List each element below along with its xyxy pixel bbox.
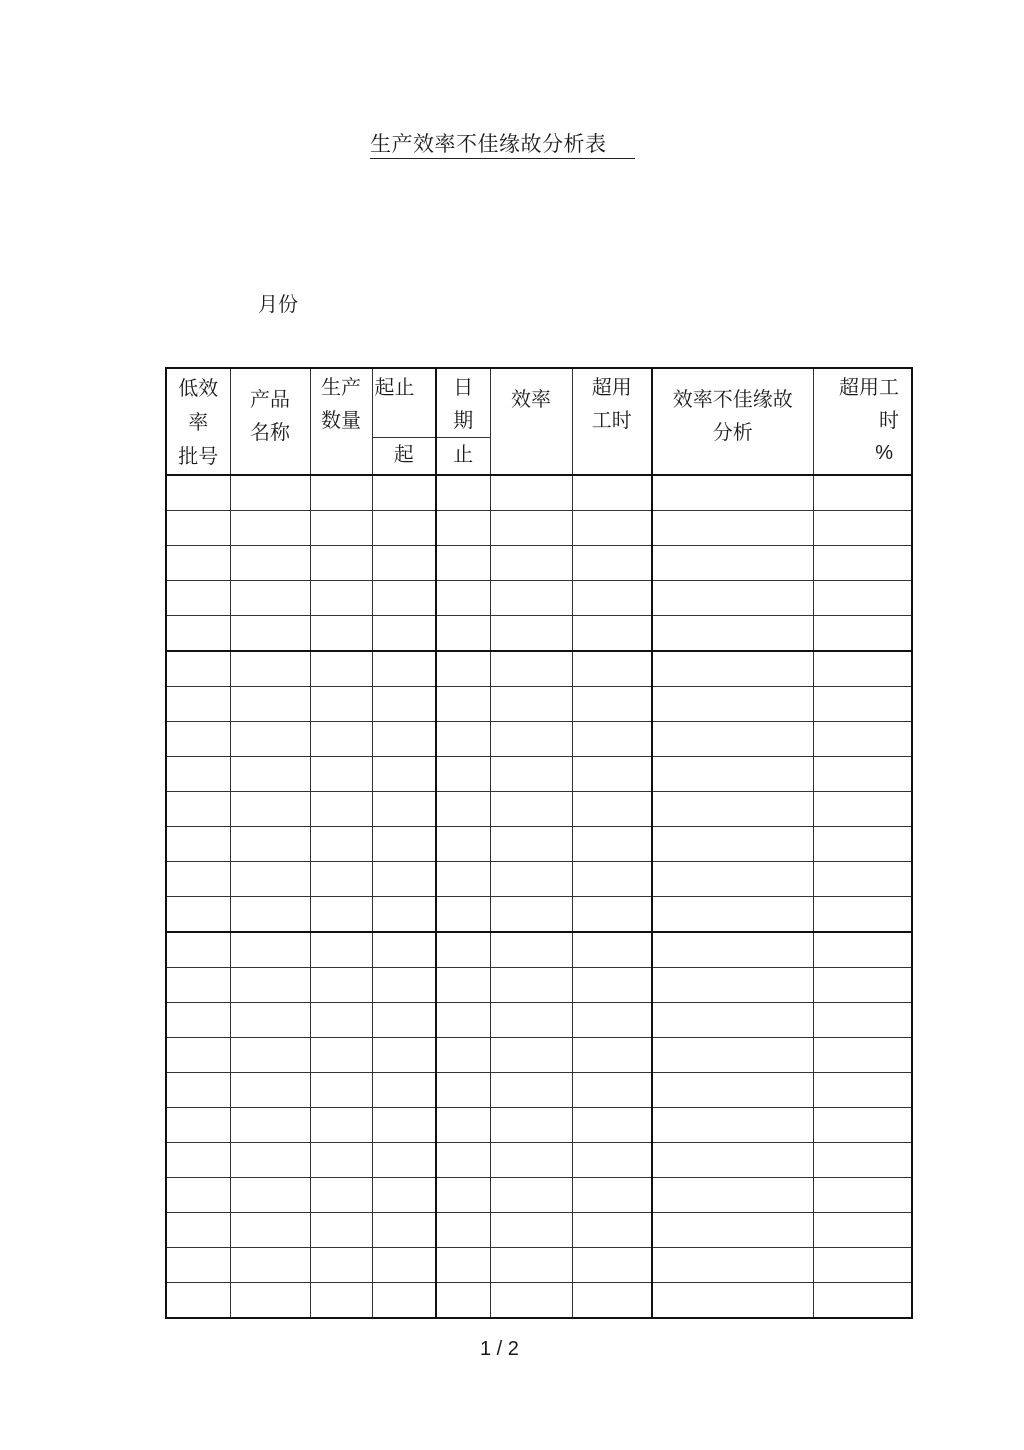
table-cell[interactable] [813, 687, 912, 722]
table-cell[interactable] [490, 1283, 572, 1319]
table-row [166, 862, 912, 897]
table-cell[interactable] [652, 1038, 813, 1073]
table-cell[interactable] [310, 1108, 372, 1143]
table-cell[interactable] [490, 1248, 572, 1283]
table-cell[interactable] [166, 687, 230, 722]
table-cell[interactable] [813, 616, 912, 652]
table-cell[interactable] [436, 1283, 490, 1319]
table-cell[interactable] [230, 1283, 310, 1319]
table-cell[interactable] [652, 862, 813, 897]
table-cell[interactable] [436, 475, 490, 511]
table-cell[interactable] [652, 932, 813, 968]
table-cell[interactable] [813, 1248, 912, 1283]
table-row [166, 1003, 912, 1038]
header-start-cell [372, 438, 436, 476]
table-cell[interactable] [372, 1248, 436, 1283]
table-cell[interactable] [813, 546, 912, 581]
header-reason-analysis-cell [652, 368, 813, 475]
table-cell[interactable] [813, 511, 912, 546]
table-cell[interactable] [310, 1073, 372, 1108]
table-cell[interactable] [490, 1143, 572, 1178]
table-row [166, 897, 912, 933]
table-row [166, 1073, 912, 1108]
header-end-label: 止 [453, 442, 474, 466]
table-cell[interactable] [572, 687, 652, 722]
table-cell[interactable] [490, 792, 572, 827]
table-cell[interactable] [372, 546, 436, 581]
table-cell[interactable] [166, 722, 230, 757]
table-cell[interactable] [230, 1003, 310, 1038]
table-cell[interactable] [166, 862, 230, 897]
table-row [166, 1213, 912, 1248]
table-cell[interactable] [230, 1143, 310, 1178]
table-cell[interactable] [652, 581, 813, 616]
table-row [166, 1283, 912, 1319]
table-cell[interactable] [813, 1178, 912, 1213]
table-cell[interactable] [652, 722, 813, 757]
table-cell[interactable] [436, 1213, 490, 1248]
table-cell[interactable] [813, 722, 912, 757]
table-cell[interactable] [230, 651, 310, 687]
table-cell[interactable] [230, 1108, 310, 1143]
month-label: 月份 [258, 292, 298, 316]
table-cell[interactable] [490, 1073, 572, 1108]
table-cell[interactable] [166, 1038, 230, 1073]
table-cell[interactable] [372, 1213, 436, 1248]
table-cell[interactable] [310, 616, 372, 652]
table-cell[interactable] [310, 651, 372, 687]
table-cell[interactable] [166, 1283, 230, 1319]
table-cell[interactable] [230, 1038, 310, 1073]
header-batch-cell [166, 368, 230, 475]
table-cell[interactable] [372, 581, 436, 616]
table-cell[interactable] [310, 932, 372, 968]
table-cell[interactable] [310, 687, 372, 722]
table-cell[interactable] [813, 1108, 912, 1143]
table-cell[interactable] [436, 722, 490, 757]
table-cell[interactable] [572, 1213, 652, 1248]
table-cell[interactable] [372, 932, 436, 968]
table-cell[interactable] [652, 1143, 813, 1178]
table-row [166, 1143, 912, 1178]
table-cell[interactable] [372, 722, 436, 757]
table-cell[interactable] [372, 1108, 436, 1143]
table-cell[interactable] [310, 897, 372, 933]
table-cell[interactable] [572, 827, 652, 862]
header-date-cell [436, 368, 490, 438]
table-cell[interactable] [166, 651, 230, 687]
table-cell[interactable] [166, 757, 230, 792]
table-cell[interactable] [230, 757, 310, 792]
table-cell[interactable] [490, 581, 572, 616]
header-end-cell [436, 438, 490, 476]
table-cell[interactable] [652, 792, 813, 827]
table-cell[interactable] [490, 475, 572, 511]
document-title: 生产效率不佳缘故分析表 [370, 130, 635, 159]
table-cell[interactable] [372, 1143, 436, 1178]
table-cell[interactable] [572, 1178, 652, 1213]
table-row [166, 616, 912, 652]
table-cell[interactable] [372, 1038, 436, 1073]
table-cell[interactable] [166, 827, 230, 862]
table-cell[interactable] [436, 1248, 490, 1283]
table-cell[interactable] [230, 862, 310, 897]
header-start-label: 起 [393, 442, 414, 466]
table-cell[interactable] [310, 1003, 372, 1038]
table-cell[interactable] [572, 968, 652, 1003]
table-cell[interactable] [230, 792, 310, 827]
table-cell[interactable] [166, 475, 230, 511]
table-cell[interactable] [166, 581, 230, 616]
table-cell[interactable] [490, 651, 572, 687]
table-cell[interactable] [436, 511, 490, 546]
table-cell[interactable] [372, 651, 436, 687]
table-cell[interactable] [230, 1178, 310, 1213]
table-cell[interactable] [230, 968, 310, 1003]
table-cell[interactable] [490, 546, 572, 581]
table-cell[interactable] [490, 827, 572, 862]
table-cell[interactable] [310, 511, 372, 546]
table-cell[interactable] [166, 1073, 230, 1108]
table-cell[interactable] [166, 1213, 230, 1248]
table-cell[interactable] [310, 1248, 372, 1283]
table-cell[interactable] [490, 932, 572, 968]
header-efficiency-cell [490, 368, 572, 475]
table-cell[interactable] [166, 1003, 230, 1038]
table-cell[interactable] [310, 968, 372, 1003]
table-cell[interactable] [813, 897, 912, 933]
table-cell[interactable] [572, 475, 652, 511]
table-cell[interactable] [372, 511, 436, 546]
table-cell[interactable] [310, 1178, 372, 1213]
table-row [166, 581, 912, 616]
table-cell[interactable] [372, 687, 436, 722]
table-cell[interactable] [230, 581, 310, 616]
header-start-end-cell [372, 368, 436, 438]
table-cell[interactable] [572, 932, 652, 968]
table-cell[interactable] [372, 897, 436, 933]
table-cell[interactable] [230, 897, 310, 933]
header-reason-analysis-label: 效率不佳缘故 分析 [672, 387, 793, 444]
table-cell[interactable] [490, 1108, 572, 1143]
table-cell[interactable] [230, 1213, 310, 1248]
table-cell[interactable] [652, 687, 813, 722]
header-product-name-label: 产品 名称 [250, 387, 290, 444]
table-row [166, 722, 912, 757]
table-cell[interactable] [572, 651, 652, 687]
table-cell[interactable] [436, 687, 490, 722]
table-cell[interactable] [310, 1283, 372, 1319]
table-cell[interactable] [652, 1283, 813, 1319]
table-cell[interactable] [310, 546, 372, 581]
table-cell[interactable] [652, 1108, 813, 1143]
table-cell[interactable] [310, 722, 372, 757]
header-efficiency-label: 效率 [511, 387, 551, 411]
table-cell[interactable] [572, 511, 652, 546]
table-cell[interactable] [572, 1038, 652, 1073]
efficiency-analysis-table [165, 367, 913, 1319]
table-cell[interactable] [436, 968, 490, 1003]
table-cell[interactable] [490, 687, 572, 722]
table-cell[interactable] [813, 932, 912, 968]
table-cell[interactable] [310, 862, 372, 897]
table-cell[interactable] [372, 1073, 436, 1108]
table-cell[interactable] [813, 862, 912, 897]
table-cell[interactable] [310, 757, 372, 792]
table-cell[interactable] [166, 897, 230, 933]
table-cell[interactable] [230, 687, 310, 722]
table-cell[interactable] [310, 827, 372, 862]
table-cell[interactable] [436, 581, 490, 616]
table-row [166, 651, 912, 687]
table-cell[interactable] [372, 475, 436, 511]
table-cell[interactable] [166, 792, 230, 827]
table-cell[interactable] [310, 475, 372, 511]
table-cell[interactable] [436, 1108, 490, 1143]
header-percent-sign: % [875, 442, 893, 464]
table-cell[interactable] [813, 757, 912, 792]
table-cell[interactable] [652, 651, 813, 687]
table-cell[interactable] [436, 1003, 490, 1038]
header-quantity-label: 生产 数量 [321, 375, 361, 432]
table-cell[interactable] [372, 1283, 436, 1319]
table-cell[interactable] [652, 827, 813, 862]
table-cell[interactable] [436, 1073, 490, 1108]
table-cell[interactable] [813, 827, 912, 862]
table-cell[interactable] [572, 581, 652, 616]
table-cell[interactable] [436, 1143, 490, 1178]
table-cell[interactable] [230, 1073, 310, 1108]
table-row [166, 827, 912, 862]
table-cell[interactable] [230, 511, 310, 546]
header-batch-label: 低效 率 批号 [178, 376, 219, 468]
table-cell[interactable] [436, 1038, 490, 1073]
table-cell[interactable] [166, 546, 230, 581]
table-cell[interactable] [490, 757, 572, 792]
table-cell[interactable] [490, 968, 572, 1003]
table-cell[interactable] [572, 1283, 652, 1319]
table-cell[interactable] [166, 511, 230, 546]
header-quantity-cell [310, 368, 372, 475]
table-cell[interactable] [813, 1038, 912, 1073]
table-cell[interactable] [372, 968, 436, 1003]
table-cell[interactable] [652, 475, 813, 511]
table-cell[interactable] [372, 757, 436, 792]
table-cell[interactable] [572, 862, 652, 897]
table-cell[interactable] [372, 1003, 436, 1038]
table-cell[interactable] [572, 1143, 652, 1178]
table-cell[interactable] [490, 862, 572, 897]
table-cell[interactable] [436, 546, 490, 581]
table-row [166, 511, 912, 546]
table-cell[interactable] [490, 722, 572, 757]
table-cell[interactable] [230, 616, 310, 652]
header-overtime-hours-label: 超用 工时 [591, 375, 632, 432]
table-cell[interactable] [813, 1283, 912, 1319]
table-cell[interactable] [652, 1178, 813, 1213]
table-cell[interactable] [372, 792, 436, 827]
table-cell[interactable] [436, 1178, 490, 1213]
table-cell[interactable] [813, 792, 912, 827]
table-cell[interactable] [572, 1073, 652, 1108]
table-cell[interactable] [572, 792, 652, 827]
table-cell[interactable] [310, 792, 372, 827]
table-cell[interactable] [490, 616, 572, 652]
table-cell[interactable] [813, 581, 912, 616]
table-cell[interactable] [490, 1038, 572, 1073]
header-row-top [166, 368, 912, 438]
table-cell[interactable] [436, 897, 490, 933]
table-cell[interactable] [230, 546, 310, 581]
table-cell[interactable] [436, 862, 490, 897]
table-cell[interactable] [490, 1003, 572, 1038]
table-row [166, 687, 912, 722]
header-overtime-percent-cell [813, 368, 912, 475]
table-cell[interactable] [436, 932, 490, 968]
header-overtime-percent-label: 超用工 时 [839, 375, 899, 432]
header-product-name-cell [230, 368, 310, 475]
table-cell[interactable] [166, 968, 230, 1003]
table-cell[interactable] [230, 1248, 310, 1283]
table-cell[interactable] [652, 897, 813, 933]
table-cell[interactable] [310, 581, 372, 616]
table-cell[interactable] [572, 1248, 652, 1283]
table-cell[interactable] [490, 1178, 572, 1213]
table-cell[interactable] [490, 511, 572, 546]
table-cell[interactable] [436, 757, 490, 792]
table-row [166, 968, 912, 1003]
table-cell[interactable] [310, 1038, 372, 1073]
table-cell[interactable] [230, 932, 310, 968]
table-cell[interactable] [230, 475, 310, 511]
table-cell[interactable] [572, 616, 652, 652]
table-cell[interactable] [166, 932, 230, 968]
table-cell[interactable] [436, 792, 490, 827]
header-overtime-hours-cell [572, 368, 652, 475]
table-row [166, 1038, 912, 1073]
table-cell[interactable] [652, 1073, 813, 1108]
table-cell[interactable] [166, 616, 230, 652]
table-cell[interactable] [490, 1213, 572, 1248]
table-cell[interactable] [813, 651, 912, 687]
table-row [166, 546, 912, 581]
table-cell[interactable] [310, 1143, 372, 1178]
table-cell[interactable] [490, 897, 572, 933]
table-cell[interactable] [652, 1248, 813, 1283]
table-row [166, 757, 912, 792]
table-cell[interactable] [813, 1213, 912, 1248]
table-cell[interactable] [813, 1073, 912, 1108]
table-cell[interactable] [652, 1003, 813, 1038]
table-cell[interactable] [572, 546, 652, 581]
table-cell[interactable] [166, 1248, 230, 1283]
table-cell[interactable] [230, 827, 310, 862]
table-cell[interactable] [652, 616, 813, 652]
table-cell[interactable] [652, 546, 813, 581]
header-date-label: 日 期 [453, 375, 474, 432]
table-cell[interactable] [372, 1178, 436, 1213]
table-row [166, 475, 912, 511]
table-cell[interactable] [652, 757, 813, 792]
header-start-end-label: 起止 [374, 375, 415, 399]
table-row [166, 792, 912, 827]
table-cell[interactable] [166, 1108, 230, 1143]
table-cell[interactable] [436, 651, 490, 687]
table-cell[interactable] [372, 862, 436, 897]
table-cell[interactable] [813, 968, 912, 1003]
table-cell[interactable] [230, 722, 310, 757]
table-row [166, 1108, 912, 1143]
table-cell[interactable] [572, 1108, 652, 1143]
table-cell[interactable] [572, 897, 652, 933]
table-row [166, 932, 912, 968]
page-number: 1 / 2 [480, 1338, 519, 1360]
table-cell[interactable] [436, 616, 490, 652]
table-cell[interactable] [813, 1003, 912, 1038]
table-cell[interactable] [572, 757, 652, 792]
table-cell[interactable] [166, 1143, 230, 1178]
table-cell[interactable] [813, 475, 912, 511]
table-cell[interactable] [372, 616, 436, 652]
table-cell[interactable] [436, 827, 490, 862]
table-row [166, 1178, 912, 1213]
table-cell[interactable] [813, 1143, 912, 1178]
table-cell[interactable] [652, 1213, 813, 1248]
table-cell[interactable] [652, 968, 813, 1003]
table-cell[interactable] [372, 827, 436, 862]
table-cell[interactable] [572, 1003, 652, 1038]
table-row [166, 1248, 912, 1283]
table-cell[interactable] [652, 511, 813, 546]
table-cell[interactable] [166, 1178, 230, 1213]
table-cell[interactable] [310, 1213, 372, 1248]
table-cell[interactable] [572, 722, 652, 757]
